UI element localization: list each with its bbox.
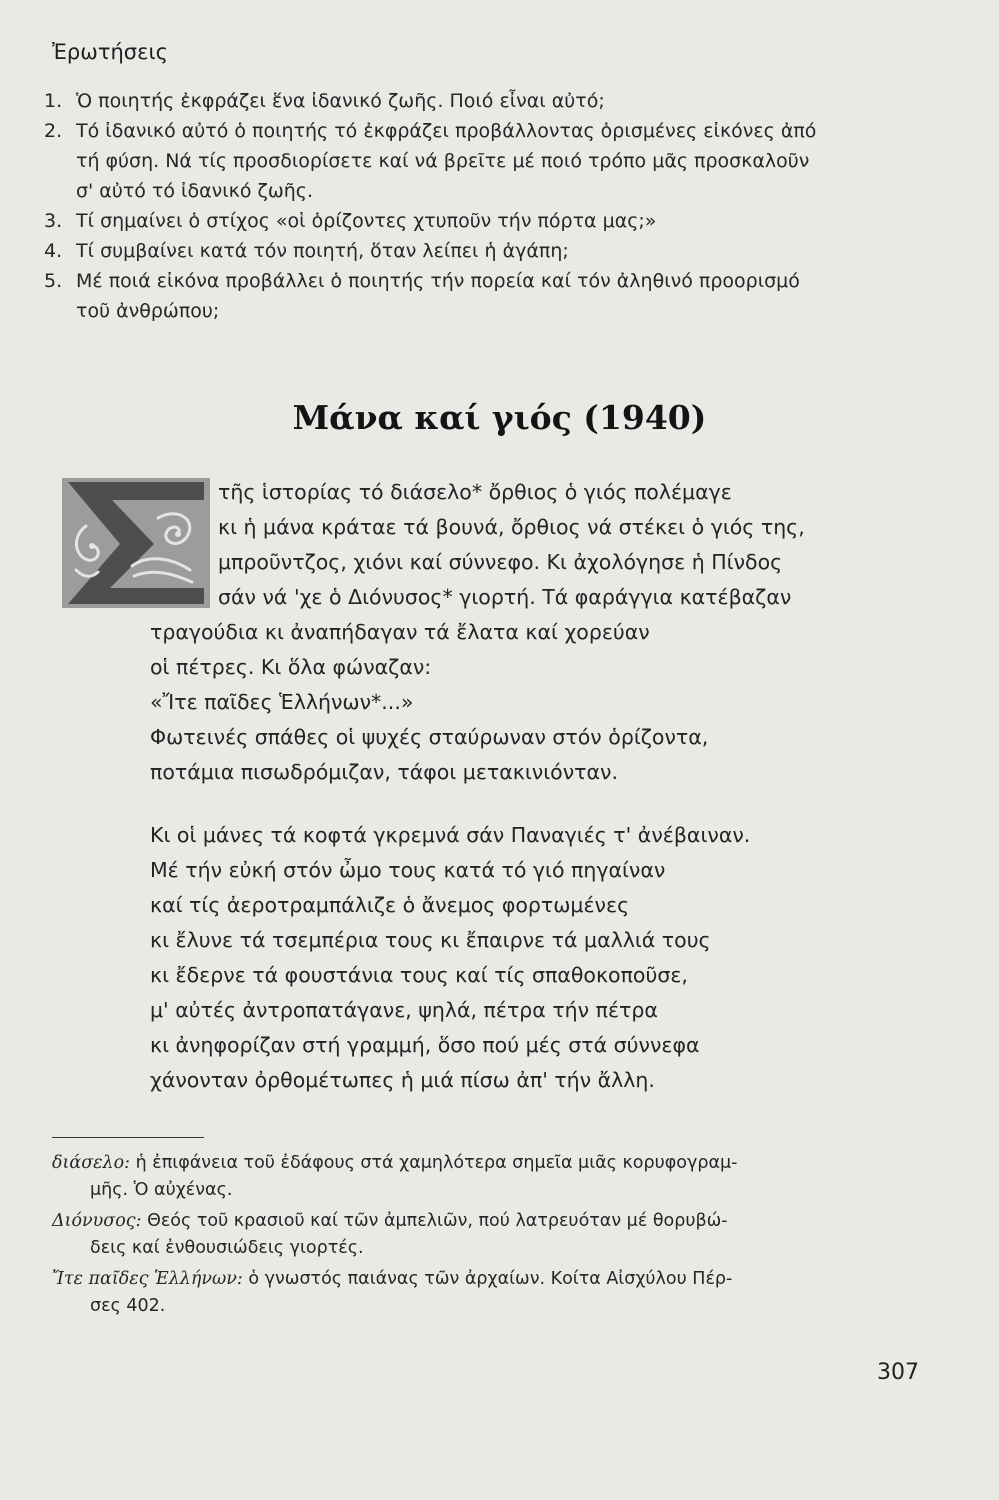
footnote-line	[52, 1208, 932, 1235]
footnote-definition: ἡ ἐπιφάνεια τοῦ ἐδάφους στά χαμηλότερα σημεῖα μιᾶς κορυφογραμ-	[135, 1153, 738, 1173]
footnote-line	[52, 1150, 932, 1177]
verse-line: καί τίς ἀεροτραμπάλιζε ὁ ἄνεμος φορτωμένες	[150, 893, 630, 917]
question-text-line: Τό ἰδανικό αὐτό ὁ ποιητής τό ἐκφράζει προβάλλοντας ὁρισμένες εἰκόνες ἀπό	[76, 120, 817, 142]
question-item	[44, 116, 944, 206]
question-number: 4.	[44, 240, 63, 262]
verse-line: χάνονταν ὀρθομέτωπες ἡ μιά πίσω ἀπ' τήν ἄλλη.	[150, 1068, 655, 1092]
question-item	[44, 236, 944, 266]
verse-line: σάν νά 'χε ὁ Διόνυσος* γιορτή. Τά φαράγγια κατέβαζαν	[218, 585, 792, 609]
question-number: 2.	[44, 120, 63, 142]
footnote-definition: ὁ γνωστός παιάνας τῶν ἀρχαίων. Κοίτα Αἰσχύλου Πέρ-	[248, 1269, 733, 1289]
question-text-line: Τί σημαίνει ὁ στίχος «οἱ ὁρίζοντες χτυποῦν τήν πόρτα μας;»	[76, 210, 657, 232]
verse-line: ποτάμια πισωδρόμιζαν, τάφοι μετακινιόνταν.	[150, 760, 618, 784]
question-item	[44, 86, 944, 116]
section-heading: Ἐρωτήσεις	[52, 40, 168, 64]
footnote-definition: Θεός τοῦ κρασιοῦ καί τῶν ἀμπελιῶν, πού λατρευόταν μέ θορυβώ-	[147, 1211, 728, 1231]
poem-verse	[150, 475, 950, 1098]
question-text-line: τοῦ ἀνθρώπου;	[76, 300, 220, 322]
footnote-line	[52, 1266, 932, 1293]
verse-line: κι ἀνηφορίζαν στή γραμμή, ὅσο πού μές στά σύννεφα	[150, 1033, 700, 1057]
footnote-term: Διόνυσος:	[52, 1211, 142, 1231]
question-text-line: Ὁ ποιητής ἐκφράζει ἕνα ἰδανικό ζωῆς. Ποιό εἶναι αὐτό;	[76, 90, 605, 112]
footnote-term: Ἴτε παῖδες Ἑλλήνων:	[52, 1269, 243, 1289]
footnote	[52, 1266, 932, 1320]
verse-line: Μέ τήν εὐκή στόν ὦμο τους κατά τό γιό πηγαίναν	[150, 858, 666, 882]
footnote-continuation: δεις καί ἐνθουσιώδεις γιορτές.	[90, 1238, 364, 1258]
verse-line: Φωτεινές σπάθες οἱ ψυχές σταύρωναν στόν ὁρίζοντα,	[150, 725, 709, 749]
question-text-line: τή φύση. Νά τίς προσδιορίσετε καί νά βρεῖτε μέ ποιό τρόπο μᾶς προσκαλοῦν	[76, 150, 810, 172]
verse-line: τραγούδια κι ἀναπήδαγαν τά ἔλατα καί χορεύαν	[150, 620, 650, 644]
question-number: 3.	[44, 210, 63, 232]
question-text-line: Μέ ποιά εἰκόνα προβάλλει ὁ ποιητής τήν πορεία καί τόν ἀληθινό προορισμό	[76, 270, 800, 292]
questions-list	[44, 86, 944, 326]
page-number: 307	[877, 1360, 919, 1385]
verse-line: τῆς ἱστορίας τό διάσελο* ὄρθιος ὁ γιός πολέμαγε	[218, 480, 732, 504]
question-number: 5.	[44, 270, 63, 292]
verse-line: μπροῦντζος, χιόνι καί σύννεφο. Κι ἀχολόγησε ἡ Πίνδος	[218, 550, 783, 574]
verse-line: οἱ πέτρες. Κι ὅλα φώναζαν:	[150, 655, 432, 679]
question-text-line: σ' αὐτό τό ἰδανικό ζωῆς.	[76, 180, 313, 202]
question-item	[44, 206, 944, 236]
verse-line: μ' αὐτές ἀντροπατάγανε, ψηλά, πέτρα τήν πέτρα	[150, 998, 658, 1022]
footnote	[52, 1208, 932, 1262]
verse-line: κι ἔδερνε τά φουστάνια τους καί τίς σπαθοκοποῦσε,	[150, 963, 688, 987]
verse-line: κι ἔλυνε τά τσεμπέρια τους κι ἔπαιρνε τά μαλλιά τους	[150, 928, 711, 952]
question-text-line: Τί συμβαίνει κατά τόν ποιητή, ὅταν λείπει ἡ ἀγάπη;	[76, 240, 569, 262]
poem-title: Μάνα καί γιός (1940)	[292, 398, 707, 437]
footnote-divider	[52, 1137, 204, 1138]
verse-line: «Ἴτε παῖδες Ἑλλήνων*...»	[150, 690, 414, 714]
footnote-continuation: σες 402.	[90, 1296, 166, 1316]
footnote-term: διάσελο:	[52, 1153, 131, 1173]
footnote	[52, 1150, 932, 1204]
verse-line: κι ἡ μάνα κράταε τά βουνά, ὄρθιος νά στέκει ὁ γιός της,	[218, 515, 805, 539]
verse-line: Κι οἱ μάνες τά κοφτά γκρεμνά σάν Παναγιές τ' ἀνέβαιναν.	[150, 823, 751, 847]
question-number: 1.	[44, 90, 63, 112]
footnote-continuation: μῆς. Ὁ αὐχένας.	[90, 1180, 233, 1200]
stanza-break	[150, 790, 950, 818]
footnotes	[52, 1150, 932, 1324]
question-item	[44, 266, 944, 326]
